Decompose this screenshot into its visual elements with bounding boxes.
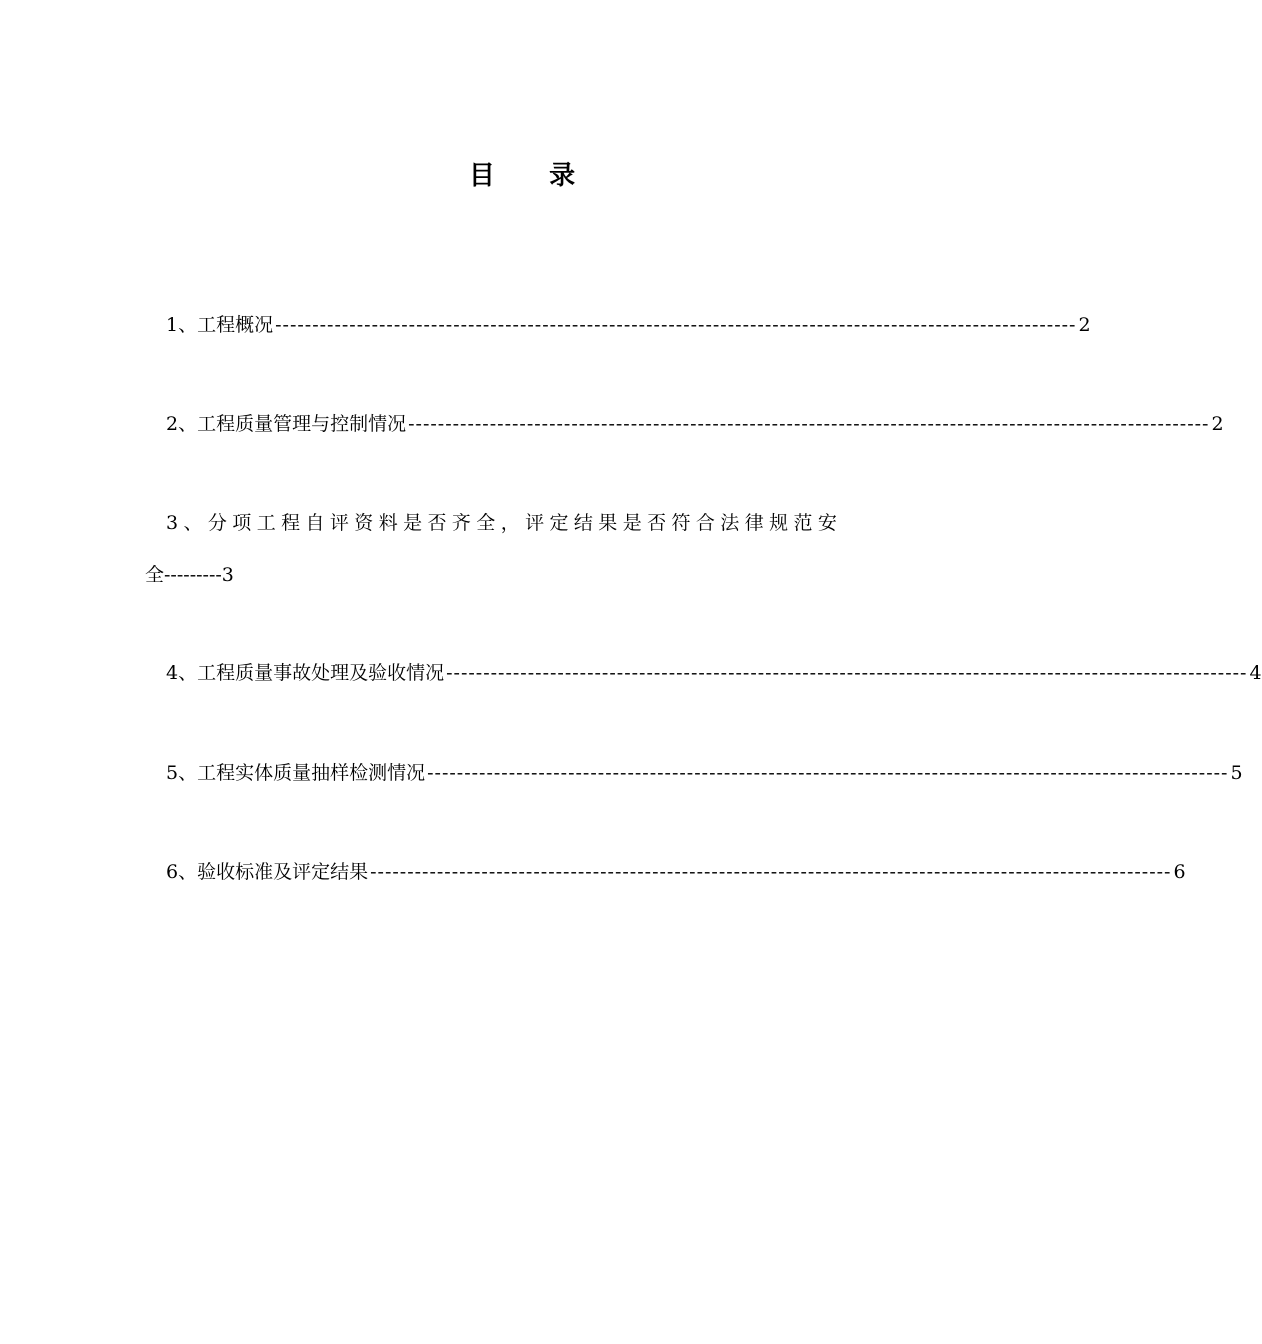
toc-leader-dashes: ------------------------------------------------------------------------------------------------------------ [275,314,1077,336]
toc-entry-3[interactable] [145,497,875,601]
toc-entry-page: 5 [1230,762,1243,784]
toc-entry-number: 6、 [166,861,198,883]
toc-leader-dashes: ------------------------------------------------------------------------------------------------------------ [370,861,1172,883]
toc-entry-page: 4 [1249,662,1262,684]
toc-entry-text: 工程质量事故处理及验收情况 [197,662,445,684]
toc-entry-text-line2: 全 [145,564,165,586]
toc-entry-text: 工程实体质量抽样检测情况 [197,762,426,784]
toc-entry-text: 工程质量管理与控制情况 [197,413,407,435]
toc-entry-page: 3 [221,564,234,586]
toc-entry-2[interactable] [166,409,1224,439]
toc-title: 目 录 [468,161,576,191]
toc-leader-dashes: ------------------------------------------------------------------------------------------------------------ [446,662,1248,684]
toc-leader-dashes: ------------------------------------------------------------------------------------------------------------ [408,413,1210,435]
toc-leader-dashes: ------------------------------------------------------------------------------------------------------------ [427,762,1229,784]
toc-entry-text-line1: 分项工程自评资料是否齐全，评定结果是否符合法律规范安 [207,512,843,534]
toc-entry-page: 2 [1211,413,1224,435]
toc-entry-text: 验收标准及评定结果 [197,861,369,883]
toc-entry-number: 5、 [166,762,198,784]
toc-entry-text: 工程概况 [197,314,274,336]
toc-entry-page: 6 [1173,861,1186,883]
toc-entry-page: 2 [1078,314,1091,336]
toc-entry-6[interactable] [166,857,1186,887]
toc-leader-dashes: --------- [164,564,222,586]
toc-entry-number: 2、 [166,413,198,435]
toc-entry-4[interactable] [166,658,1262,688]
toc-entry-1[interactable] [166,310,1091,340]
toc-entry-5[interactable] [166,758,1243,788]
toc-entry-number: 4、 [166,662,198,684]
toc-entry-number: 1、 [166,314,198,336]
toc-entry-number: 3、 [166,512,208,534]
